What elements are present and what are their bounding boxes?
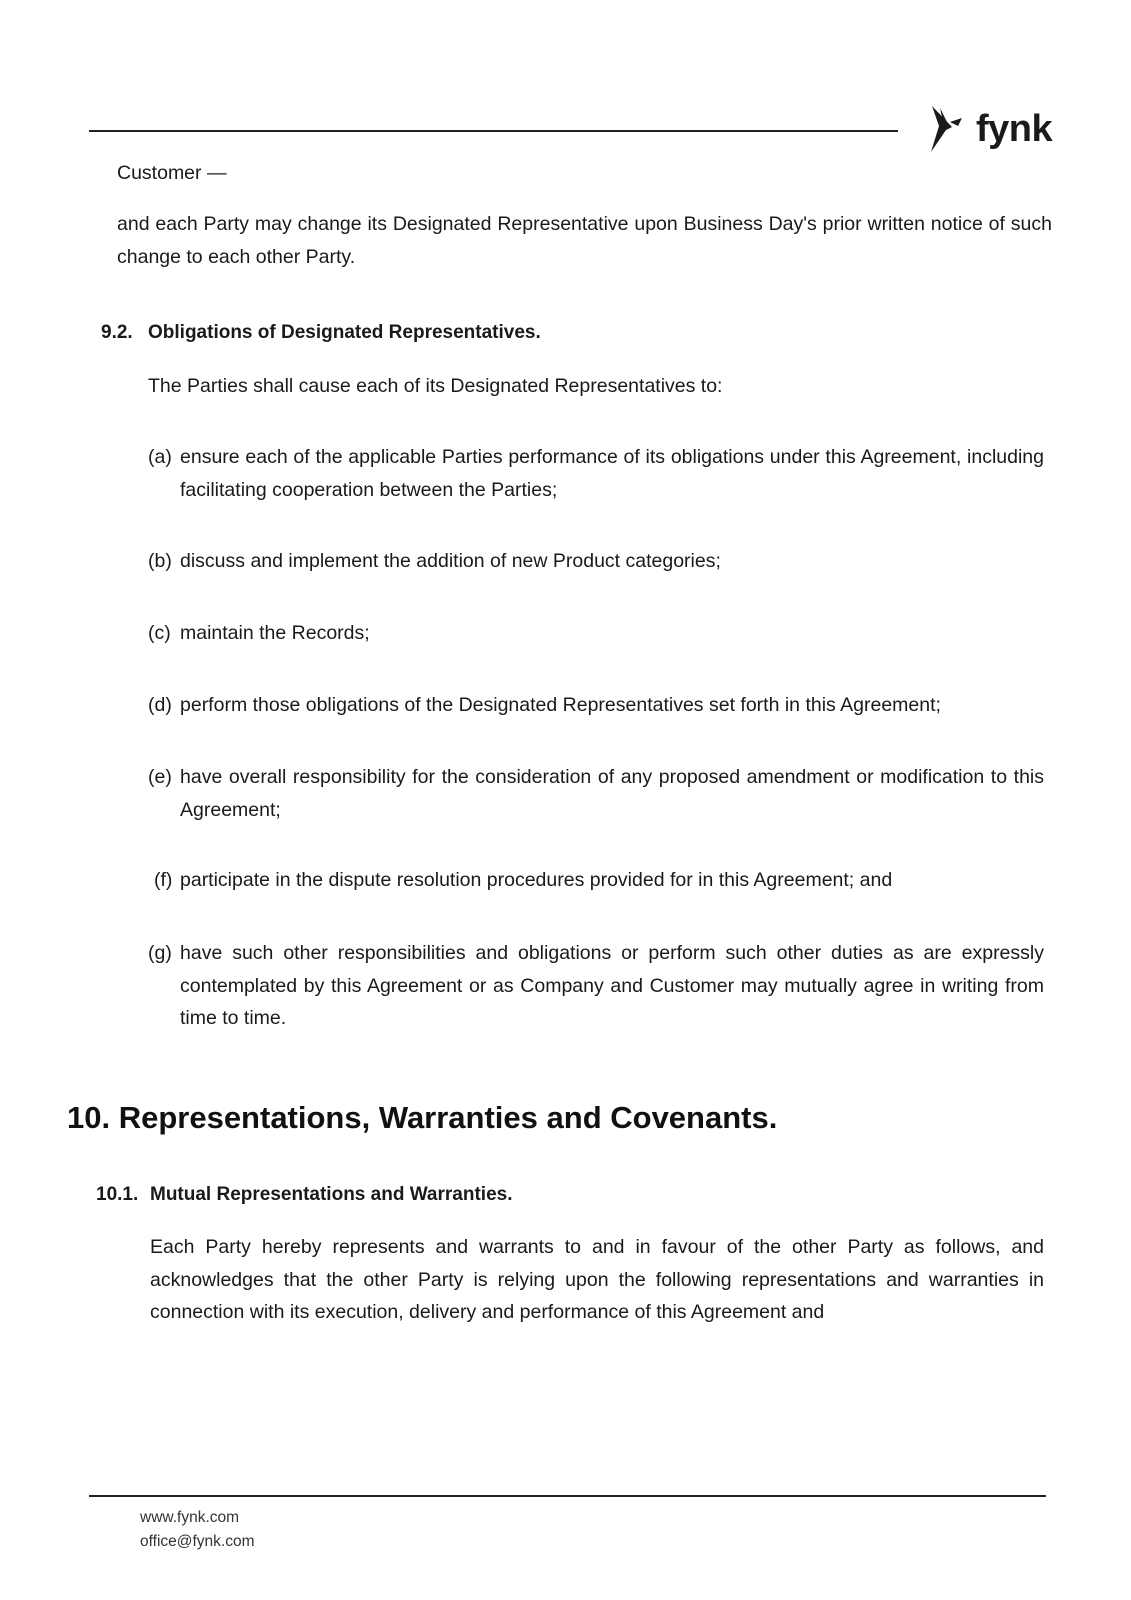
list-item-text: have overall responsibility for the consideration of any proposed amendment or modification to this Agreement; [180, 766, 1044, 821]
fynk-logo [922, 104, 1052, 154]
list-item-label: (f) [154, 869, 173, 891]
list-item-label: (b) [148, 550, 172, 572]
section-9-2-number: 9.2. [101, 322, 133, 343]
list-item-text: maintain the Records; [180, 622, 370, 644]
footer-rule [89, 1495, 1046, 1497]
section-10-1-paragraph: Each Party hereby represents and warrants to and in favour of the other Party as follows, and acknowledges that the other Party is relying upon the following representations and warranties in connection with its execution, delivery and performance of this Agreement and [150, 1236, 1044, 1323]
list-item-text: perform those obligations of the Designated Representatives set forth in this Agreement; [180, 694, 941, 716]
footer-website[interactable]: www.fynk.com [140, 1509, 240, 1526]
section-9-2-lead: The Parties shall cause each of its Designated Representatives to: [148, 375, 723, 397]
section-9-2-title: Obligations of Designated Representatives. [148, 322, 541, 343]
list-item-text: have such other responsibilities and obligations or perform such other duties as are expressly contemplated by this Agreement or as Company and Customer may mutually agree in writing from time to time. [180, 942, 1044, 1029]
list-item-label: (g) [148, 942, 172, 964]
list-item-label: (d) [148, 694, 172, 716]
footer-email[interactable]: office@fynk.com [140, 1533, 255, 1550]
logo-wordmark: fynk [976, 108, 1053, 150]
list-item-text: discuss and implement the addition of new Product categories; [180, 550, 721, 572]
customer-line: Customer — [117, 162, 227, 184]
list-item-label: (c) [148, 622, 171, 644]
section-10-1-title: Mutual Representations and Warranties. [150, 1184, 513, 1205]
section-10-heading: 10. Representations, Warranties and Covenants. [67, 1100, 778, 1135]
bird-logo-icon [922, 104, 972, 154]
list-item-text: participate in the dispute resolution procedures provided for in this Agreement; and [180, 869, 893, 891]
list-item-text: ensure each of the applicable Parties performance of its obligations under this Agreement, including facilitating cooperation between the Parties; [180, 446, 1044, 501]
list-item-label: (e) [148, 766, 172, 788]
section-10-1-number: 10.1. [96, 1184, 139, 1205]
header-rule [89, 130, 898, 132]
list-item-label: (a) [148, 446, 172, 468]
intro-paragraph: and each Party may change its Designated Representative upon Business Day's prior written notice of such change to each other Party. [117, 213, 1052, 268]
